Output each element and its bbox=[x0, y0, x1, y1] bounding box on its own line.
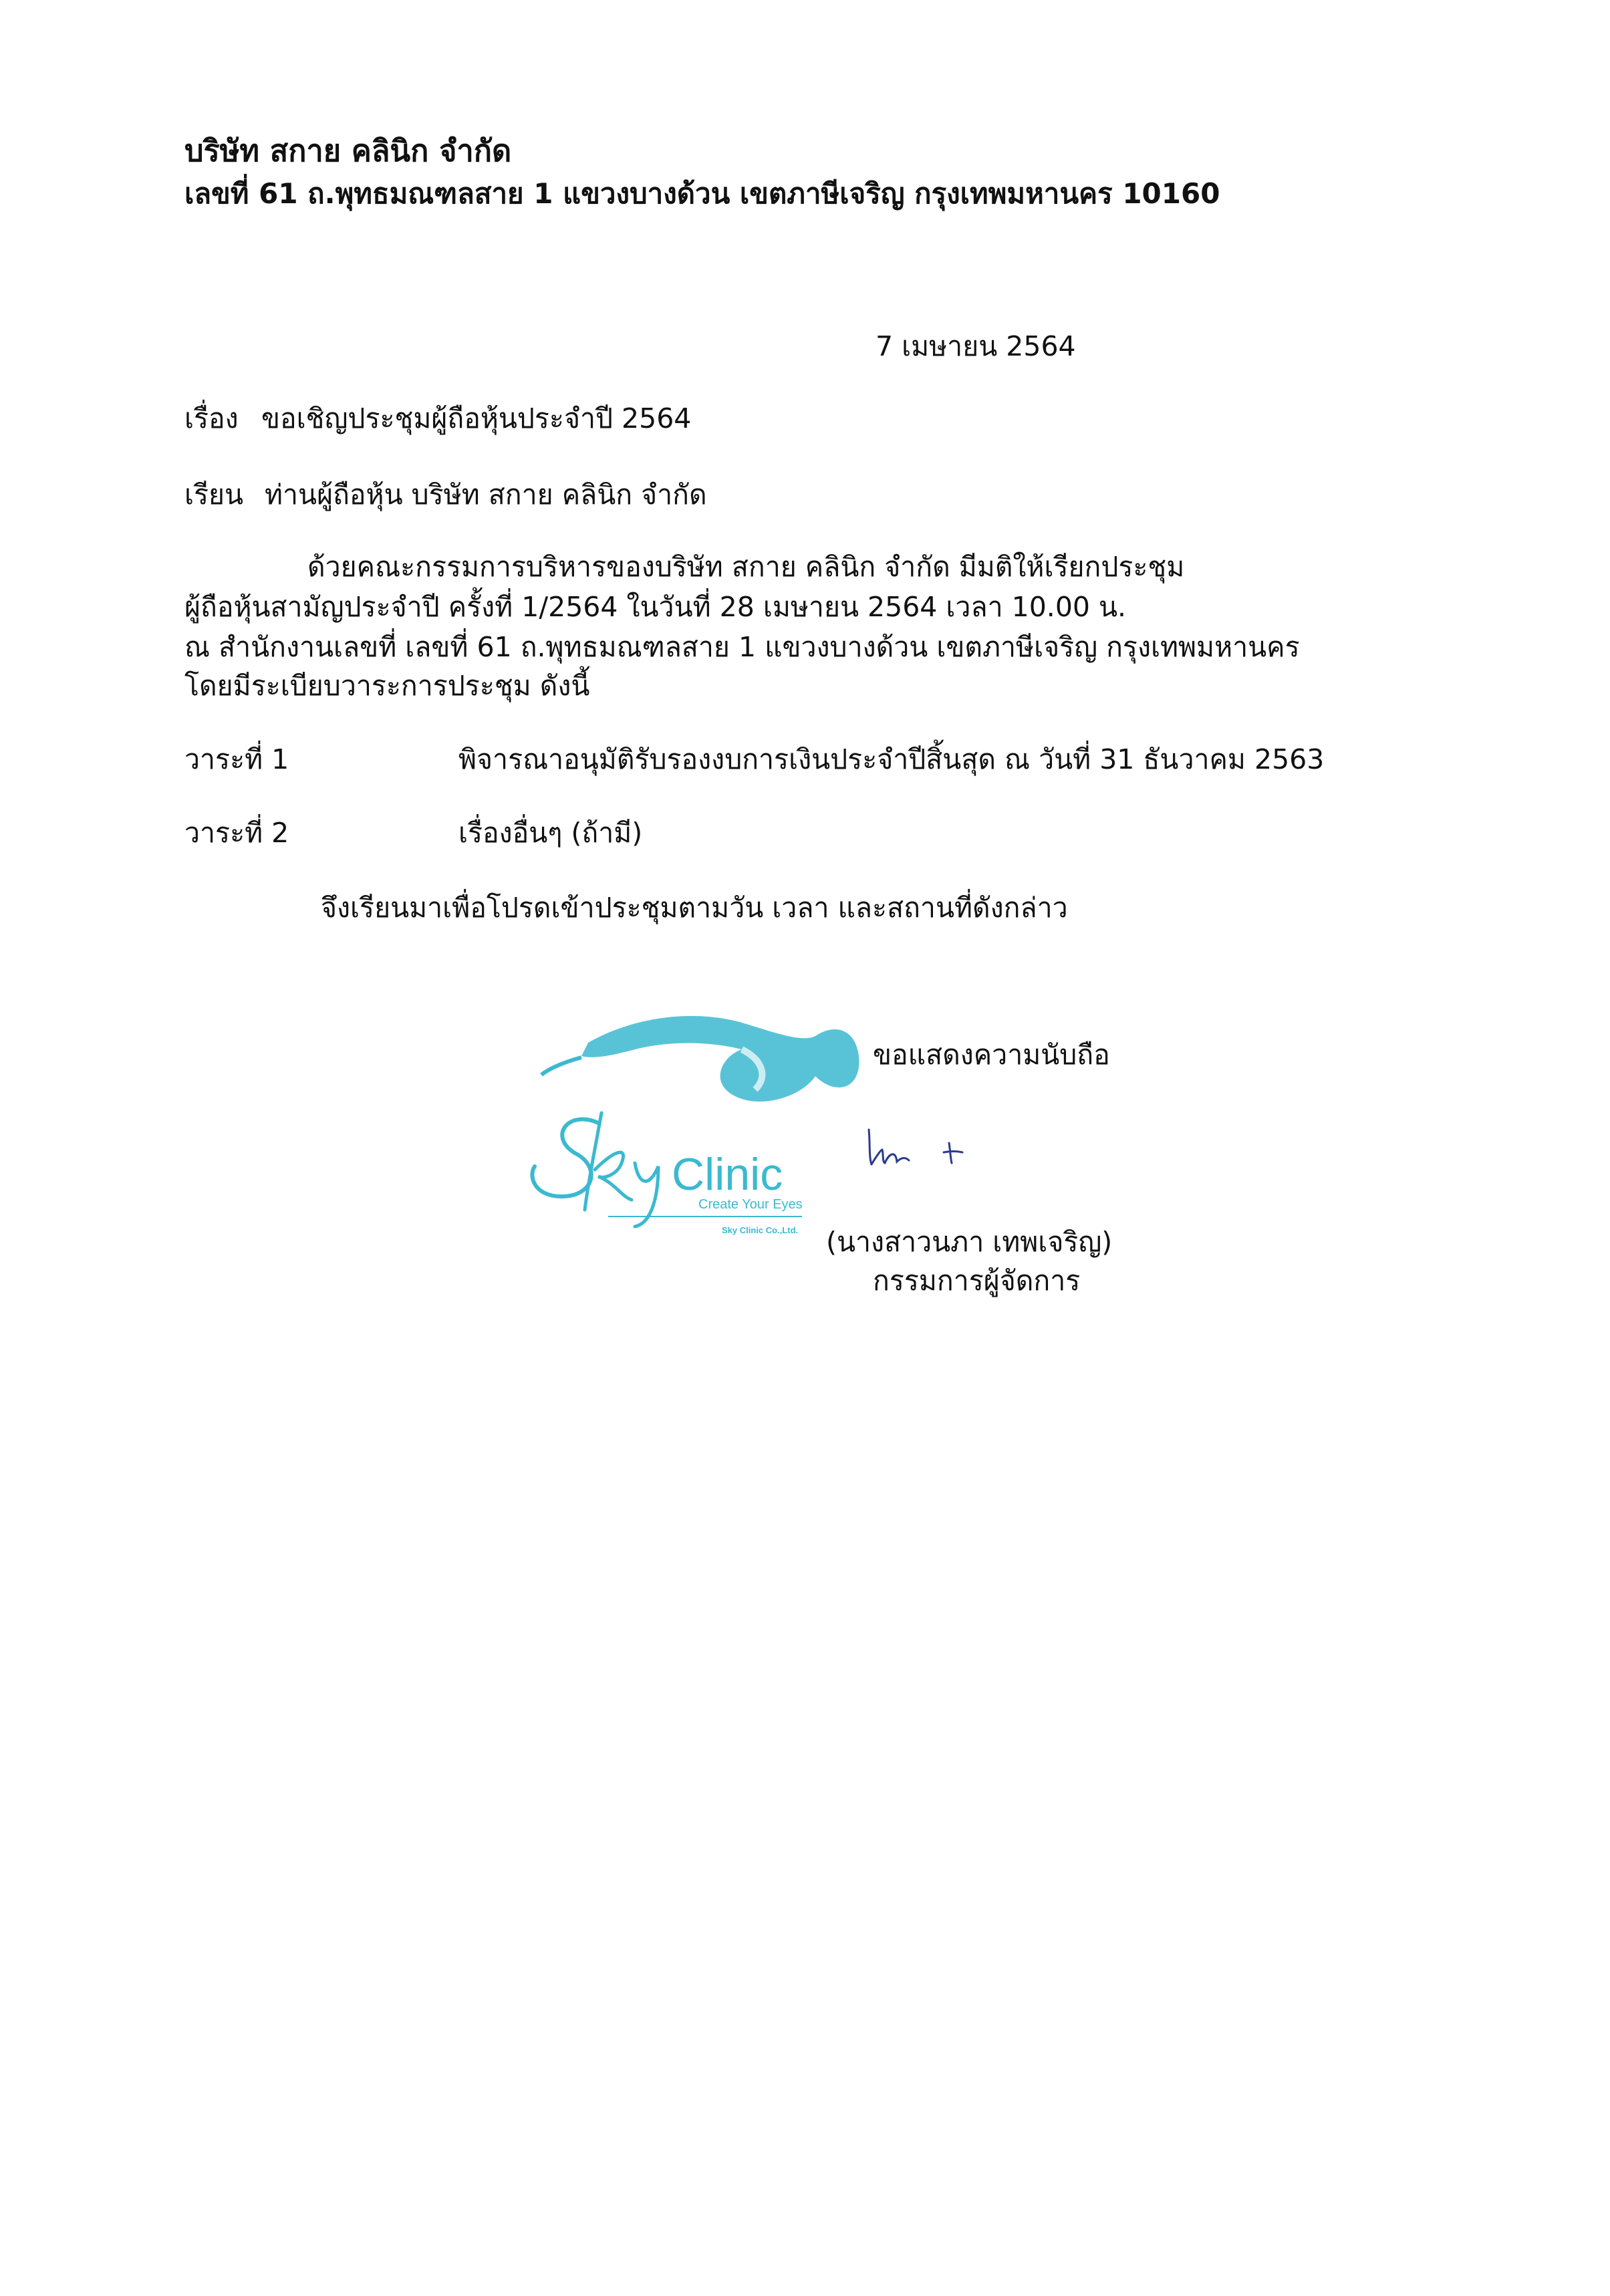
agenda-item bbox=[184, 741, 1324, 778]
signer-name: (นางสาวนภา เทพเจริญ) bbox=[826, 1226, 1113, 1258]
company-address: เลขที่ 61 ถ.พุทธมณฑลสาย 1 แขวงบางด้วน เขตภาษีเจริญ กรุงเทพมหานคร 10160 bbox=[184, 177, 1220, 210]
signer-title: กรรมการผู้จัดการ bbox=[873, 1265, 1081, 1297]
agenda-item bbox=[184, 814, 642, 852]
svg-text:Clinic: Clinic bbox=[672, 1149, 783, 1200]
closing-sentence: จึงเรียนมาเพื่อโปรดเข้าประชุมตามวัน เวลา และสถานที่ดังกล่าว bbox=[321, 892, 1068, 924]
subject-text: ขอเชิญประชุมผู้ถือหุ้นประจำปี 2564 bbox=[261, 402, 692, 434]
letter-date: 7 เมษายน 2564 bbox=[876, 330, 1076, 362]
agenda-item-text: พิจารณาอนุมัติรับรองงบการเงินประจำปีสิ้นสุด ณ วันที่ 31 ธันวาคม 2563 bbox=[458, 743, 1325, 775]
agenda-item-label: วาระที่ 1 bbox=[184, 743, 289, 775]
body-paragraph-line: ณ สำนักงานเลขที่ เลขที่ 61 ถ.พุทธมณฑลสาย 1 แขวงบางด้วน เขตภาษีเจริญ กรุงเทพมหานคร bbox=[184, 631, 1300, 663]
svg-text:Sky Clinic Co.,Ltd.: Sky Clinic Co.,Ltd. bbox=[722, 1225, 799, 1235]
subject-line bbox=[184, 400, 691, 437]
complimentary-close: ขอแสดงความนับถือ bbox=[873, 1039, 1110, 1071]
svg-text:Create Your Eyes: Create Your Eyes bbox=[698, 1197, 803, 1212]
salutation-text: ท่านผู้ถือหุ้น บริษัท สกาย คลินิก จำกัด bbox=[265, 479, 707, 511]
subject-label: เรื่อง bbox=[184, 402, 239, 434]
body-paragraph-line: โดยมีระเบียบวาระการประชุม ดังนี้ bbox=[184, 670, 590, 702]
agenda-item-text: เรื่องอื่นๆ (ถ้ามี) bbox=[458, 817, 643, 849]
salutation-line bbox=[184, 476, 707, 513]
body-paragraph-line: ด้วยคณะกรรมการบริหารของบริษัท สกาย คลินิก จำกัด มีมติให้เรียกประชุม bbox=[307, 551, 1185, 583]
company-name: บริษัท สกาย คลินิก จำกัด bbox=[184, 133, 512, 168]
salutation-label: เรียน bbox=[184, 479, 244, 511]
company-stamp-logo bbox=[521, 996, 869, 1257]
agenda-item-label: วาระที่ 2 bbox=[184, 817, 289, 849]
body-paragraph-line: ผู้ถือหุ้นสามัญประจำปี ครั้งที่ 1/2564 ในวันที่ 28 เมษายน 2564 เวลา 10.00 น. bbox=[184, 591, 1127, 623]
handwritten-signature bbox=[862, 1123, 982, 1176]
